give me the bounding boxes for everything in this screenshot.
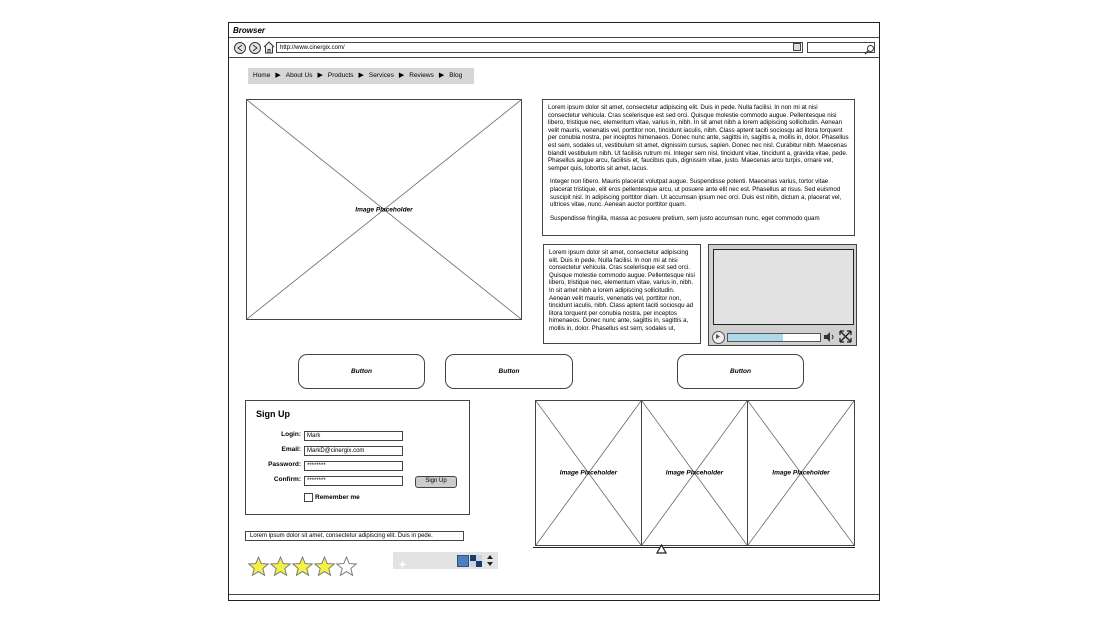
login-label: Login: xyxy=(281,431,301,438)
video-screen[interactable] xyxy=(713,249,854,325)
menu-item-home[interactable]: Home xyxy=(253,72,271,79)
video-progress-fill xyxy=(728,334,783,341)
paragraph: Lorem ipsum dolor sit amet, consectetur adipiscing elit. Duis in pede. Nulla facilisi. In non mi at nisi consectetur vehicula. Cras scelerisque est sed orci. Quisque molestie commodo augue. Pellentesque nisi libero, tristique nec, elementum vitae, varius in, nibh. In sit amet nibh a lorem adipiscing sollicitudin. Aenean velit mauris, venenatis vel, porttitor non, tincidunt iaculis, nibh. Class aptent taciti sociosqu ad litora torquent per conubia nostra, per inceptos himenaeos. Donec nunc ante, sagittis in, sagittis a, mollis in, dolor. Phasellus est sem, sodales ut, xyxy=(549,249,695,332)
signup-form xyxy=(245,400,470,515)
address-bar[interactable]: http://www.cinergix.com/ xyxy=(276,42,803,53)
back-icon[interactable] xyxy=(234,42,246,54)
image-placeholder-label: Image Placeholder xyxy=(559,469,618,477)
text-block-small xyxy=(543,244,701,344)
remember-me[interactable] xyxy=(304,493,360,502)
menu-separator: ▶ xyxy=(438,72,445,79)
menu-item-blog[interactable]: Blog xyxy=(449,72,463,79)
gallery-image-placeholder[interactable] xyxy=(641,400,748,546)
password-input[interactable]: ******** xyxy=(304,461,403,471)
menu-separator: ▶ xyxy=(275,72,281,79)
email-label: Email: xyxy=(281,446,301,453)
volume-icon[interactable] xyxy=(823,330,835,342)
menu-item-about-us[interactable]: About Us xyxy=(285,72,313,79)
paragraph: Integer non libero. Mauris placerat volutpat augue. Suspendisse potenti. Maecenas varius, tortor vitae placerat tristique, elit eros pellentesque arcu, ut posuere ante elit nec est. Phasellus at risus. Sed euismod suscipit nisl. In adipiscing porttitor diam. Ut accumsan ipsum nec orci. Duis est nibh, dictum a, placerat vel, ultrices vitae, nunc. Aenean auctor porttitor quam. xyxy=(550,178,842,209)
image-placeholder-label: Image Placeholder xyxy=(665,469,724,477)
fullscreen-icon[interactable] xyxy=(839,330,852,343)
home-icon[interactable] xyxy=(263,41,275,54)
video-progress-bar[interactable] xyxy=(727,333,821,342)
button-3[interactable]: Button xyxy=(677,354,804,389)
image-placeholder-label: Image Placeholder xyxy=(355,206,413,213)
grid-pattern-icon[interactable] xyxy=(470,554,482,566)
refresh-icon[interactable] xyxy=(793,43,801,51)
sparkle-icon xyxy=(398,556,407,565)
menu-item-products[interactable]: Products xyxy=(327,72,354,79)
play-icon[interactable] xyxy=(712,331,725,344)
video-player[interactable] xyxy=(708,244,857,346)
image-placeholder xyxy=(246,99,522,320)
star-filled-icon[interactable] xyxy=(270,556,291,582)
nav-menu xyxy=(248,68,474,84)
search-icon[interactable] xyxy=(864,42,875,53)
password-label: Password: xyxy=(268,461,301,468)
star-filled-icon[interactable] xyxy=(248,556,269,582)
signup-title: Sign Up xyxy=(256,409,290,419)
star-filled-icon[interactable] xyxy=(292,556,313,582)
menu-item-services[interactable]: Services xyxy=(368,72,394,79)
remember-me-label: Remember me xyxy=(315,494,360,501)
menu-separator: ▶ xyxy=(358,72,364,79)
text-block-main xyxy=(542,99,855,236)
star-empty-icon[interactable] xyxy=(336,556,357,582)
login-input[interactable]: Mark xyxy=(304,431,403,441)
button-2[interactable]: Button xyxy=(445,354,573,389)
star-rating[interactable] xyxy=(248,556,357,582)
menu-item-reviews[interactable]: Reviews xyxy=(409,72,434,79)
gallery-image-placeholder[interactable] xyxy=(747,400,855,546)
email-input[interactable]: MarkD@cinergix.com xyxy=(304,446,403,456)
browser-divider xyxy=(229,57,879,58)
color-picker-toolbar[interactable] xyxy=(393,552,498,569)
browser-divider xyxy=(229,594,879,595)
confirm-input[interactable]: ******** xyxy=(304,476,403,486)
image-placeholder-label: Image Placeholder xyxy=(772,469,830,477)
browser-title: Browser xyxy=(233,26,266,35)
paragraph: Lorem ipsum dolor sit amet, consectetur adipiscing elit. Duis in pede. Nulla facilisi. In non mi at nisi consectetur vehicula. Cras scelerisque est sed orci. Quisque molestie commodo augue. Pellentesque nisi libero, tristique nec, elementum vitae, varius in, nibh. In sit amet nibh a lorem adipiscing sollicitudin. Aenean velit mauris, venenatis vel, porttitor non, tincidunt iaculis, nibh. Class aptent taciti sociosqu ad litora torquent per conubia nostra, per inceptos himenaeos. Donec nunc ante, sagittis in, sagittis a, mollis in, dolor. Phasellus est sem, sodales ut, vestibulum sit amet, dignissim cursus, sapien. Donec nec nisl. Curabitur nibh. Maecenas blandit vestibulum nibh. Ut facilisis rutrum mi. Integer sem nisl, tincidunt vitae, tincidunt a, gravida vitae, pede. Phasellus augue arcu, facilisis et, faucibus quis, dignissim vitae, justo. Maecenas arcu turpis, ornare vel, semper quis, lobortis sit amet, lacus. xyxy=(548,104,849,172)
forward-icon[interactable] xyxy=(249,42,261,54)
color-swatch-icon[interactable] xyxy=(457,555,469,567)
signup-button[interactable]: Sign Up xyxy=(415,476,457,488)
menu-separator: ▶ xyxy=(398,72,405,79)
gallery-slider-track[interactable] xyxy=(533,547,855,548)
remember-me-checkbox[interactable] xyxy=(304,493,313,502)
gallery-image-placeholder[interactable] xyxy=(535,400,642,546)
paragraph: Suspendisse fringilla, massa ac posuere pretium, sem justo accumsan nunc, eget commodo quam xyxy=(550,214,820,222)
browser-divider xyxy=(229,37,879,38)
menu-separator: ▶ xyxy=(317,72,323,79)
star-filled-icon[interactable] xyxy=(314,556,335,582)
confirm-label: Confirm: xyxy=(273,476,301,483)
spinner-arrows-icon[interactable] xyxy=(486,554,494,567)
caption-text: Lorem ipsum dolor sit amet, consectetur adipiscing elit. Duis in pede. xyxy=(245,531,464,541)
gallery-slider-handle-icon[interactable] xyxy=(656,541,667,551)
button-1[interactable]: Button xyxy=(298,354,425,389)
